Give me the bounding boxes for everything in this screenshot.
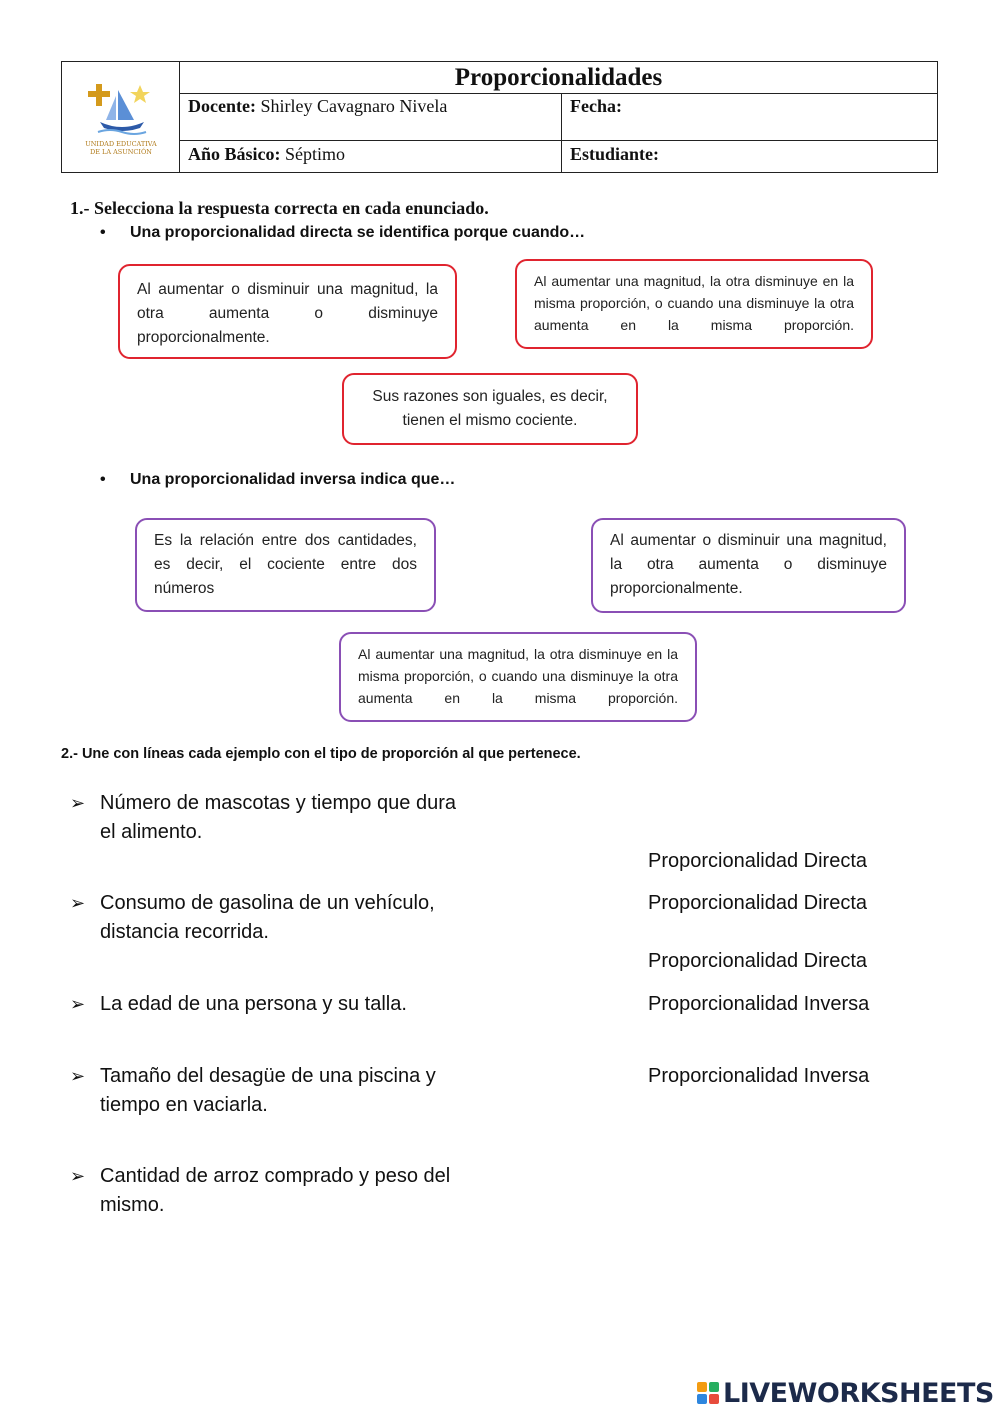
liveworksheets-logo-icon: [697, 1382, 719, 1404]
anio-cell: [180, 141, 562, 172]
bullet-icon: •: [100, 471, 106, 488]
example-text: Cantidad de arroz comprado y peso del mismo.: [100, 1165, 451, 1216]
arrow-bullet-icon: ➢: [70, 1066, 86, 1086]
fecha-label: Fecha:: [570, 96, 622, 116]
example-text: La edad de una persona y su talla.: [100, 993, 407, 1015]
q1-option-2[interactable]: [515, 259, 873, 349]
q2-option-3[interactable]: [339, 632, 697, 722]
q1-option-3-text: Sus razones son iguales, es decir, tienen el mismo cociente.: [372, 388, 608, 429]
header-table: [61, 61, 938, 173]
bullet-icon: •: [100, 224, 106, 241]
arrow-bullet-icon: ➢: [70, 893, 86, 913]
q2-option-2[interactable]: [591, 518, 906, 613]
proportion-option[interactable]: Proporcionalidad Directa: [648, 850, 868, 872]
logo-caption: UNIDAD EDUCATIVA: [85, 140, 157, 148]
example-item[interactable]: [70, 990, 470, 1019]
anio-value: Séptimo: [285, 144, 346, 164]
brand-text: LIVEWORKSHEETS: [723, 1377, 994, 1409]
docente-value: Shirley Cavagnaro Nivela: [260, 96, 448, 116]
q1-prompt-line: [100, 224, 585, 242]
estudiante-label: Estudiante:: [570, 144, 660, 164]
section1-heading: 1.- Selecciona la respuesta correcta en cada enunciado.: [70, 198, 489, 218]
docente-cell: [180, 94, 562, 141]
proportion-option[interactable]: Proporcionalidad Inversa: [648, 1065, 870, 1087]
example-item[interactable]: [70, 1062, 470, 1120]
arrow-bullet-icon: ➢: [70, 1166, 86, 1186]
q1-option-2-text: Al aumentar una magnitud, la otra disminuye en la misma proporción, o cuando una disminuye la otra aumenta en la misma proporción.: [534, 273, 854, 333]
q2-option-3-text: Al aumentar una magnitud, la otra disminuye en la misma proporción, o cuando una disminuye la otra aumenta en la misma proporción.: [358, 646, 678, 706]
example-item[interactable]: [70, 789, 456, 847]
q1-option-1-text: Al aumentar o disminuir una magnitud, la otra aumenta o disminuye proporcionalmente.: [137, 281, 438, 346]
q2-prompt-line: [100, 471, 455, 489]
example-text: Consumo de gasolina de un vehículo, distancia recorrida.: [100, 892, 435, 943]
estudiante-cell[interactable]: [562, 141, 937, 172]
school-logo-icon: [62, 62, 180, 172]
anio-label: Año Básico:: [188, 144, 281, 164]
arrow-bullet-icon: ➢: [70, 994, 86, 1014]
q1-prompt: Una proporcionalidad directa se identifica porque cuando…: [130, 224, 586, 241]
svg-text:DE LA ASUNCIÓN: DE LA ASUNCIÓN: [90, 148, 152, 156]
q2-option-1-text: Es la relación entre dos cantidades, es decir, el cociente entre dos números: [154, 532, 417, 597]
proportion-option[interactable]: Proporcionalidad Inversa: [648, 993, 870, 1015]
docente-label: Docente:: [188, 96, 256, 116]
fecha-cell[interactable]: [562, 94, 937, 141]
example-text: Tamaño del desagüe de una piscina y tiempo en vaciarla.: [100, 1065, 436, 1116]
logo-cell: [62, 62, 180, 172]
q1-option-3[interactable]: [342, 373, 638, 445]
arrow-bullet-icon: ➢: [70, 793, 86, 813]
proportion-option[interactable]: Proporcionalidad Directa: [648, 950, 868, 972]
page-title: Proporcionalidades: [180, 62, 937, 94]
liveworksheets-brand: [697, 1376, 994, 1410]
example-item[interactable]: [70, 889, 470, 947]
q2-option-2-text: Al aumentar o disminuir una magnitud, la otra aumenta o disminuye proporcionalmente.: [610, 532, 887, 597]
q1-option-1[interactable]: [118, 264, 457, 359]
example-item[interactable]: [70, 1162, 460, 1220]
example-text: Número de mascotas y tiempo que dura el alimento.: [100, 792, 456, 843]
proportion-option[interactable]: Proporcionalidad Directa: [648, 892, 868, 914]
q2-option-1[interactable]: [135, 518, 436, 612]
section2-heading: 2.- Une con líneas cada ejemplo con el tipo de proporción al que pertenece.: [61, 746, 581, 762]
q2-prompt: Una proporcionalidad inversa indica que…: [130, 471, 456, 488]
